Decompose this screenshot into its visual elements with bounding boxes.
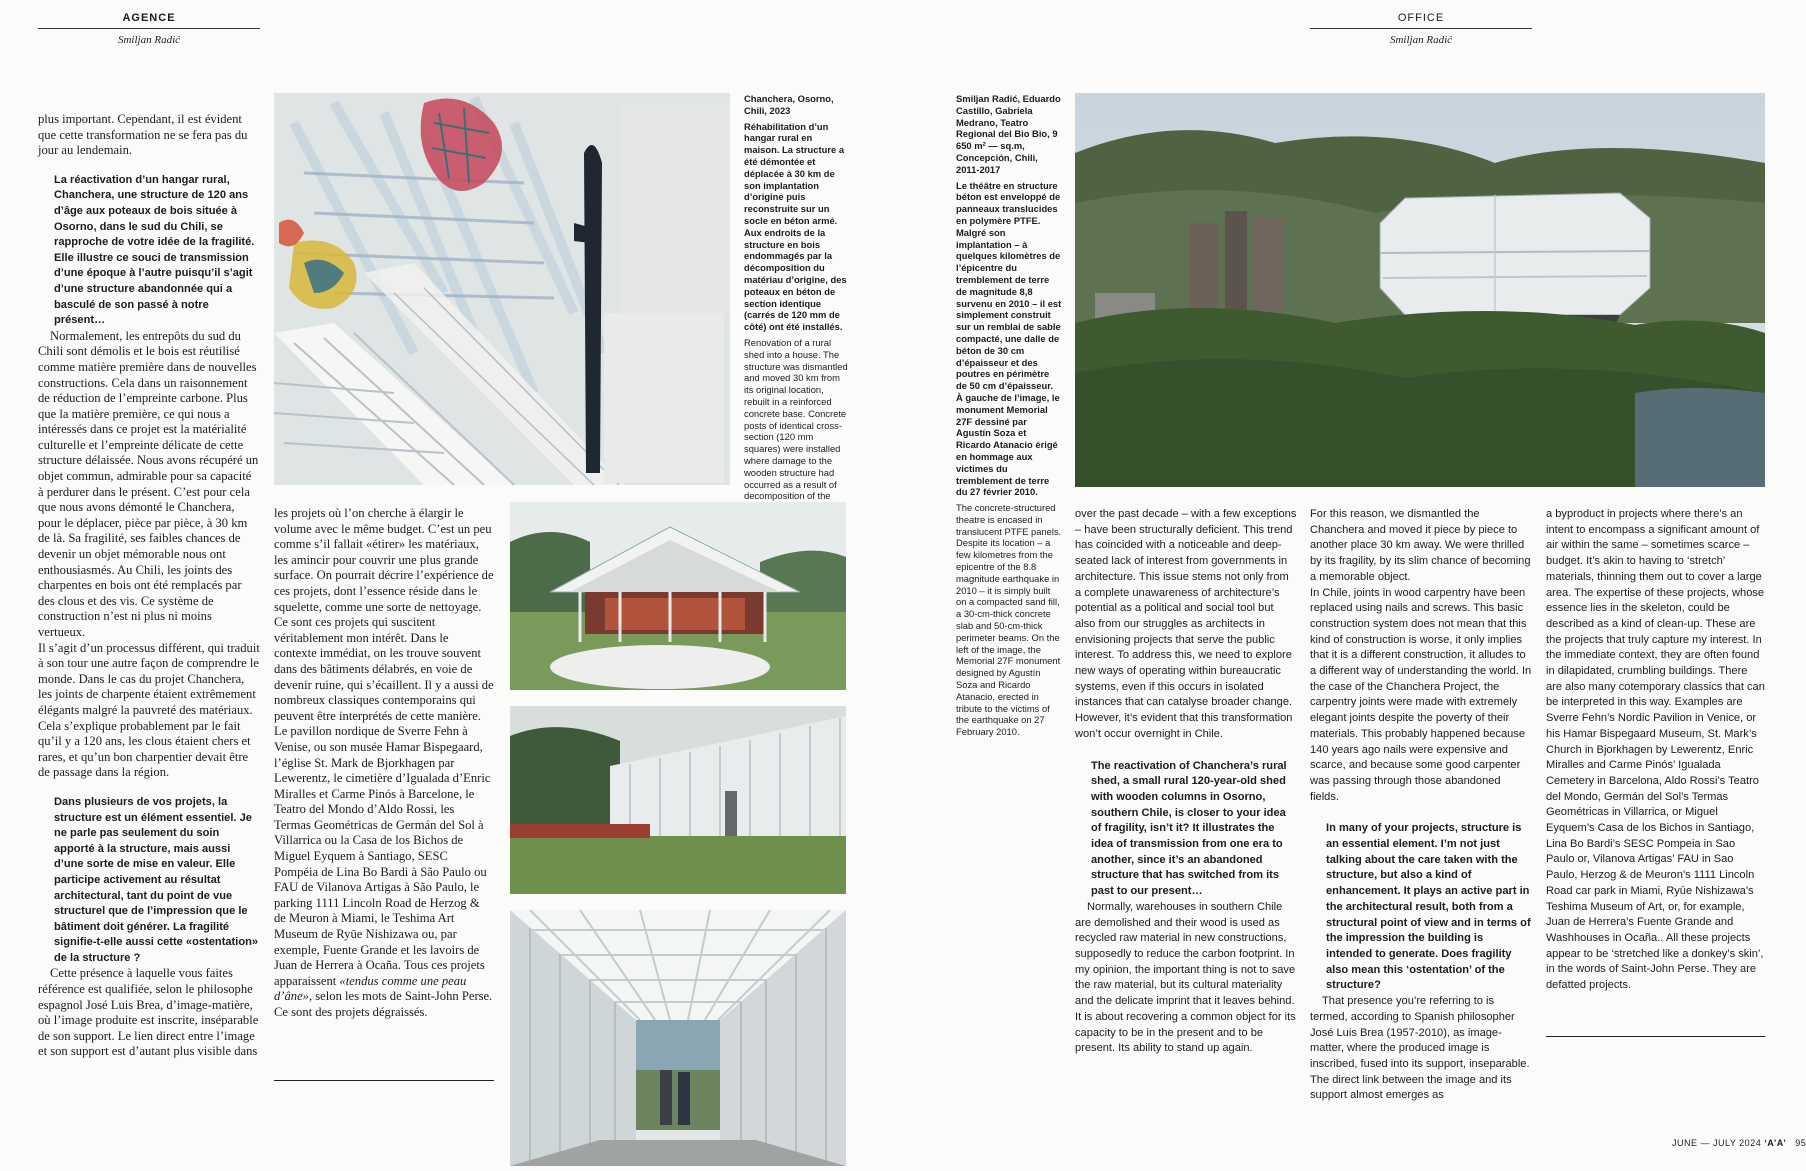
biobio-caption bbox=[956, 93, 1062, 742]
right-author: Smiljan Radić bbox=[1389, 34, 1453, 46]
caption-french: Réhabilitation d’un hangar rural en maison. La structure a été démontée et déplacée à 30 km de son implantation d’origine puis reconstruite sur un socle en béton armé. Aux endroits de la structure en bois endommagés par la décomposition du matériau d’origine, des poteaux en béton de section identique (carrés de 120 mm de côté) ont été installés. bbox=[744, 120, 847, 333]
left-column-2 bbox=[274, 506, 494, 1021]
paragraph: plus important. Cependant, il est évident que cette transformation ne se fera pas du jour au lendemain. bbox=[38, 112, 248, 158]
column-end-rule bbox=[1546, 1036, 1765, 1037]
chanchera-caption bbox=[744, 93, 850, 518]
column-end-rule bbox=[274, 1080, 494, 1081]
paragraph: In Chile, joints in wood carpentry have been replaced using nails and screws. This basic construction system does not mean that this kind of construction is worse, it only implies that it is a different construction, it alludes to a different way of understanding the world. In the case of the Chanchera Project, the carpentry joints were made with extremely elegant joints despite the poverty of their materials. This probably happened because 140 years ago nails were expensive and scarce, and because some good carpenter was passing through those abandoned fields. bbox=[1310, 586, 1532, 803]
paragraph: Cette présence à laquelle vous faites référence est qualifiée, selon le philosophe espagnol José Luis Brea, d’image-matière, où l’image produite est inscrite, inséparable de son support. Le lien direct entre l’image et son support est d’autant plus visible dans bbox=[38, 966, 259, 1059]
paragraph: les projets où l’on cherche à élargir le volume avec le même budget. C’est un peu comme s’il fallait «étirer» les matériaux, les amincir pour couvrir une plus grande surface. On pourrait décrire l’expérience de ces projets, dont l’essence réside dans le squelette, comme une sorte de nettoyage. Ce sont ces projets qui suscitent véritablement mon intérêt. Dans le contexte immédiat, on les trouve souvent dans des bâtiments délabrés, en voie de devenir ruine, qui s’écaillent. Il y a aussi de nombreux classiques contemporains qui peuvent être interprétés de cette manière. Le pavillon nordique de Sverre Fehn à Venise, ou son musée Hamar Bispegaard, l’église St. Mark de Bjorkhagen par Lewerentz, le cimetière d’Igualada d’Enric Miralles et Carme Pinós à Barcelone, le Teatro del Mondo d’Aldo Rossi, les Termas Geométricas de Germán del Sol à Villarrica ou la Casa de los Bichos de Miguel Eyquem à Santiago, SESC Pompéia de Lina Bo Bardi à São Paulo ou FAU de Vilanova Artigas à São Paulo, le parking 1111 Lincoln Road de Herzog & de Meuron à Miami, le Teshima Art Museum de Ryūe Nishizawa ou, par exemple, Fuente Grande et les lavoirs de Juan de Herrera à Ocaña. Tous ces projets apparaissent bbox=[274, 506, 494, 988]
teatro-biobio-photo bbox=[1075, 93, 1765, 487]
interview-question: The reactivation of Chanchera’s rural shed, a small rural 120-year-old shed with wooden columns in Osorno, southern Chile, is closer to your idea of fragility, isn’t it? It illustrates the idea of transmission from one era to another, since it’s an abandoned structure that has switched from its past to our present… bbox=[1091, 759, 1287, 898]
paragraph-tail: , selon les mots de Saint-John Perse. Ce sont des projets dégraissés. bbox=[274, 989, 493, 1019]
chanchera-pavilion-photo bbox=[510, 502, 846, 690]
paragraph: a byproduct in projects where there’s an intent to encompass a significant amount of air within the same – sometimes scarce – budget. It’s akin to having to ‘stretch’ materials, thinning them out to cover a large area. The expertise of these projects, whose essence lies in the skeleton, could be described as a kind of clean-up. These are the projects that truly capture my interest. In the immediate context, they are often found in dilapidated, crumbling buildings. There are also many cotemporary classics that can be interpreted in this way. Examples are Sverre Fehn’s Nordic Pavilion in Venice, or his Hamar Bispegaard Museum, St. Mark’s Church in Bjorkhagen by Lewerentz, Enric Miralles and Carme Pinós’ Igualada Cemetery in Barcelona, Aldo Rossi’s Teatro del Mondo, Germán del Sol’s Termas Geométricas in Villarrica, or Miguel Eyquem’s Casa de los Bichos in Santiago, Lina Bo Bardi’s SESC Pompeia in Sao Paulo or, Vilanova Artigas’ FAU in Sao Paulo, Herzog & de Meuron’s 1111 Lincoln Road car park in Miami, Ryūe Nishizawa’s Teshima Museum of Art, or, for example, Juan de Herrera’s Fuente Grande and Washhouses in Ocaña.. All these projects appear to be ‘stretched like a donkey’s skin’, in the words of Saint-John Perse. They are defatted projects. bbox=[1546, 508, 1765, 992]
right-column-3 bbox=[1546, 507, 1765, 994]
paragraph: over the past decade – with a few exceptions – have been structurally deficient. This trend has coincided with a noticeable and deep-seated lack of interest from governments in architecture. This issue stems not only from a complete unawareness of architecture’s potential as a political and social tool but also from our struggles as architects in envisioning projects that serve the public interest. To address this, we need to explore new ways of operating within bureaucratic systems, even if this occurs in isolated instances that can catalyse broader change. However, it’s evident that this transformation won’t occur overnight in Chile. bbox=[1075, 508, 1297, 740]
paragraph: For this reason, we dismantled the Chanchera and moved it piece by piece to another place 30 km away. We were thrilled by its fragility, by its slim chance of becoming a memorable object. bbox=[1310, 508, 1531, 583]
folio-page-number: 95 bbox=[1795, 1138, 1806, 1148]
chanchera-corridor-photo bbox=[510, 910, 846, 1166]
left-section-label: AGENCE bbox=[38, 12, 260, 29]
chanchera-facade-photo bbox=[510, 706, 846, 894]
caption-title: Smiljan Radić, Eduardo Castillo, Gabriela Medrano, Teatro Regional del Bio Bio, 9 650 m² — sq.m, Concepción, Chili, 2011-2017 bbox=[956, 93, 1061, 175]
paragraph: Normalement, les entrepôts du sud du Chili sont démolis et le bois est réutilisé comme matière première dans de nouvelles constructions. Cela dans un raisonnement de réduction de l’empreinte carbone. Plus que la matière première, ce qui nous a intéressés dans ce projet est la matérialité culturelle et l’empreinte délicate de cette structure délaissée. Nous avons récupéré un objet commun, admirable pour sa capacité à perdurer dans le présent. C’est pour cela que nous avons démonté le Chanchera, pour le déplacer, pièce par pièce, à 30 km de là. Sa fragilité, ses faibles chances de devenir un objet mémorable nous ont enthousiasmés. Au Chili, les joints des charpentes en bois ont été remplacés par des clous et des vis. Ce système de construction n’est ni plus ni moins vertueux. bbox=[38, 328, 259, 639]
caption-french: Le théâtre en structure béton est enveloppé de panneaux translucides en polymère PTFE. Malgré son implantation – à quelques kilomètres de l’épicentre du tremblement de terre de magnitude 8,8 survenu en 2010 – il est simplement construit sur un remblai de sable compacté, une dalle de béton de 30 cm d’épaisseur et des poutres en périmètre de 50 cm d’épaisseur. À gauche de l’image, le monument Memorial 27F dessiné par Agustín Soza et Ricardo Atanacio érigé en hommage aux victimes du tremblement de terre du 27 février 2010. bbox=[956, 179, 1062, 498]
right-section-label: OFFICE bbox=[1310, 12, 1532, 29]
folio-issue: JUNE — JULY 2024 bbox=[1672, 1138, 1762, 1148]
left-header bbox=[38, 12, 260, 46]
right-column-2 bbox=[1310, 507, 1532, 1104]
interview-question: Dans plusieurs de vos projets, la structure est un élément essentiel. Je ne parle pas seulement du soin apporté à la structure, mais aussi d’une sorte de mise en valeur. Elle participe activement au résultat architectural, tant du point de vue structurel que de l’impression que le bâtiment doit générer. La fragilité signifie-t-elle aussi cette «ostentation» de la structure ? bbox=[54, 795, 259, 964]
caption-english: The concrete-structured theatre is encased in translucent PTFE panels. Despite its location – a few kilometres from the epicentre of the 8.8 magnitude earthquake in 2010 – it is simply built on a compacted sand fill, a 30-cm-thick concrete slab and 50-cm-thick perimeter beams. On the left of the image, the Memorial 27F monument designed by Agustín Soza and Ricardo Atanacio, erected in tribute to the victims of the earthquake on 27 February 2010. bbox=[956, 502, 1062, 738]
left-author: Smiljan Radić bbox=[117, 34, 181, 46]
interview-question: In many of your projects, structure is an essential element. I’m not just talking about the care taken with the structure, but also a kind of enhancement. It plays an active part in the architectural result, both from a structural point of view and in terms of the impression the building is intended to generate. Does fragility also mean this ‘ostentation’ of the structure? bbox=[1326, 822, 1531, 992]
paragraph: That presence you’re referring to is termed, according to Spanish philosopher José Luis Brea (1957-2010), as image-matter, where the produced image is inscribed, fused into its support, inseparable. The direct link between the image and its support almost emerges as bbox=[1310, 995, 1530, 1102]
interview-question: La réactivation d’un hangar rural, Chanchera, une structure de 120 ans d’âge aux poteaux de bois située à Osorno, dans le sud du Chili, se rapproche de votre idée de la fragilité. Elle illustre ce souci de transmission d’une époque à l’autre puisqu’il s’agit d’une structure abandonnée qui a basculé de son passé à notre présent… bbox=[54, 173, 255, 327]
folio bbox=[1672, 1138, 1806, 1148]
right-header bbox=[1310, 12, 1532, 46]
folio-brand: ‘A’A’ bbox=[1764, 1138, 1787, 1148]
caption-english: Renovation of a rural shed into a house. The structure was dismantled and moved 30 km from its original location, rebuilt in a reinforced concrete base. Concrete posts of identical cross-section (120 mm squares) were installed where damage to the wooden structure had occurred as a result of decomposition of the bbox=[744, 336, 848, 502]
paragraph: Normally, warehouses in southern Chile are demolished and their wood is used as recycled raw material in new constructions, supposedly to reduce the carbon footprint. In my opinion, the important thing is not to save the raw material, but its cultural materiality and the delicate imprint that it leaves behind. It is about recovering a common object for its capacity to be in the present and to be present. Its ability to stand up again. bbox=[1075, 900, 1296, 1055]
right-column-1 bbox=[1075, 507, 1297, 1057]
chanchera-painting-image bbox=[274, 93, 730, 485]
paragraph: Il s’agit d’un processus différent, qui traduit à son tour une autre façon de comprendre le monde. Dans le cas du projet Chanchera, les joints de charpente étaient extrêmement élégants malgré la pauvreté des matériaux. Cela s’explique probablement par le fait qu’il y a 120 ans, les clous étaient chers et rares, et qu’un bon charpentier devait être de passage dans la région. bbox=[38, 640, 260, 780]
caption-title: Chanchera, Osorno, Chili, 2023 bbox=[744, 93, 834, 116]
left-column-1 bbox=[38, 112, 260, 1060]
quote: «tendus comme une peau d’âne» bbox=[274, 973, 467, 1004]
